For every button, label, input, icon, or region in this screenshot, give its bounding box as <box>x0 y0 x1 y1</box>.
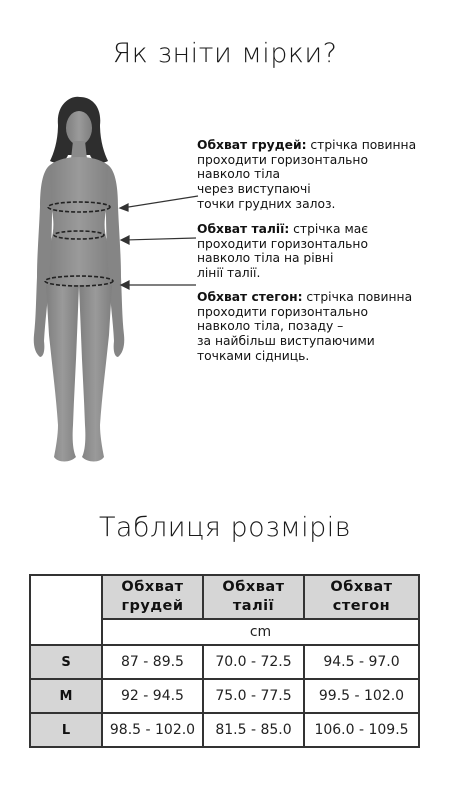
table-row <box>30 645 419 679</box>
waist-description: Обхват талії: стрічка має проходити горизонтально навколо тіла на рівні лінії талії. <box>197 222 369 281</box>
table-row <box>30 679 419 713</box>
bust-value: 87 - 89.5 <box>102 645 203 679</box>
bust-description: Обхват грудей: стрічка повинна проходити горизонтально навколо тіла через виступаючі точки грудних залоз. <box>197 138 417 211</box>
hip-description: Обхват стегон: стрічка повинна проходити горизонтально навколо тіла, позаду – за найбільш виступаючими точками сідниць. <box>197 290 413 363</box>
size-label: M <box>30 679 102 713</box>
table-title: Таблиця розмірів <box>98 512 352 543</box>
size-label: L <box>30 713 102 747</box>
hips-value: 106.0 - 109.5 <box>304 713 419 747</box>
page-title: Як зніти мірки? <box>112 38 338 69</box>
bust-value: 98.5 - 102.0 <box>102 713 203 747</box>
bust-value: 92 - 94.5 <box>102 679 203 713</box>
header-waist: Обхват талії <box>203 575 304 619</box>
hips-value: 94.5 - 97.0 <box>304 645 419 679</box>
table-corner <box>30 575 102 645</box>
header-hips: Обхват стегон <box>304 575 419 619</box>
size-table <box>29 574 420 748</box>
hips-value: 99.5 - 102.0 <box>304 679 419 713</box>
waist-value: 75.0 - 77.5 <box>203 679 304 713</box>
table-header-row <box>30 575 419 619</box>
unit-label: cm <box>102 619 419 645</box>
table-row <box>30 713 419 747</box>
size-label: S <box>30 645 102 679</box>
waist-value: 70.0 - 72.5 <box>203 645 304 679</box>
header-bust: Обхват грудей <box>102 575 203 619</box>
waist-value: 81.5 - 85.0 <box>203 713 304 747</box>
